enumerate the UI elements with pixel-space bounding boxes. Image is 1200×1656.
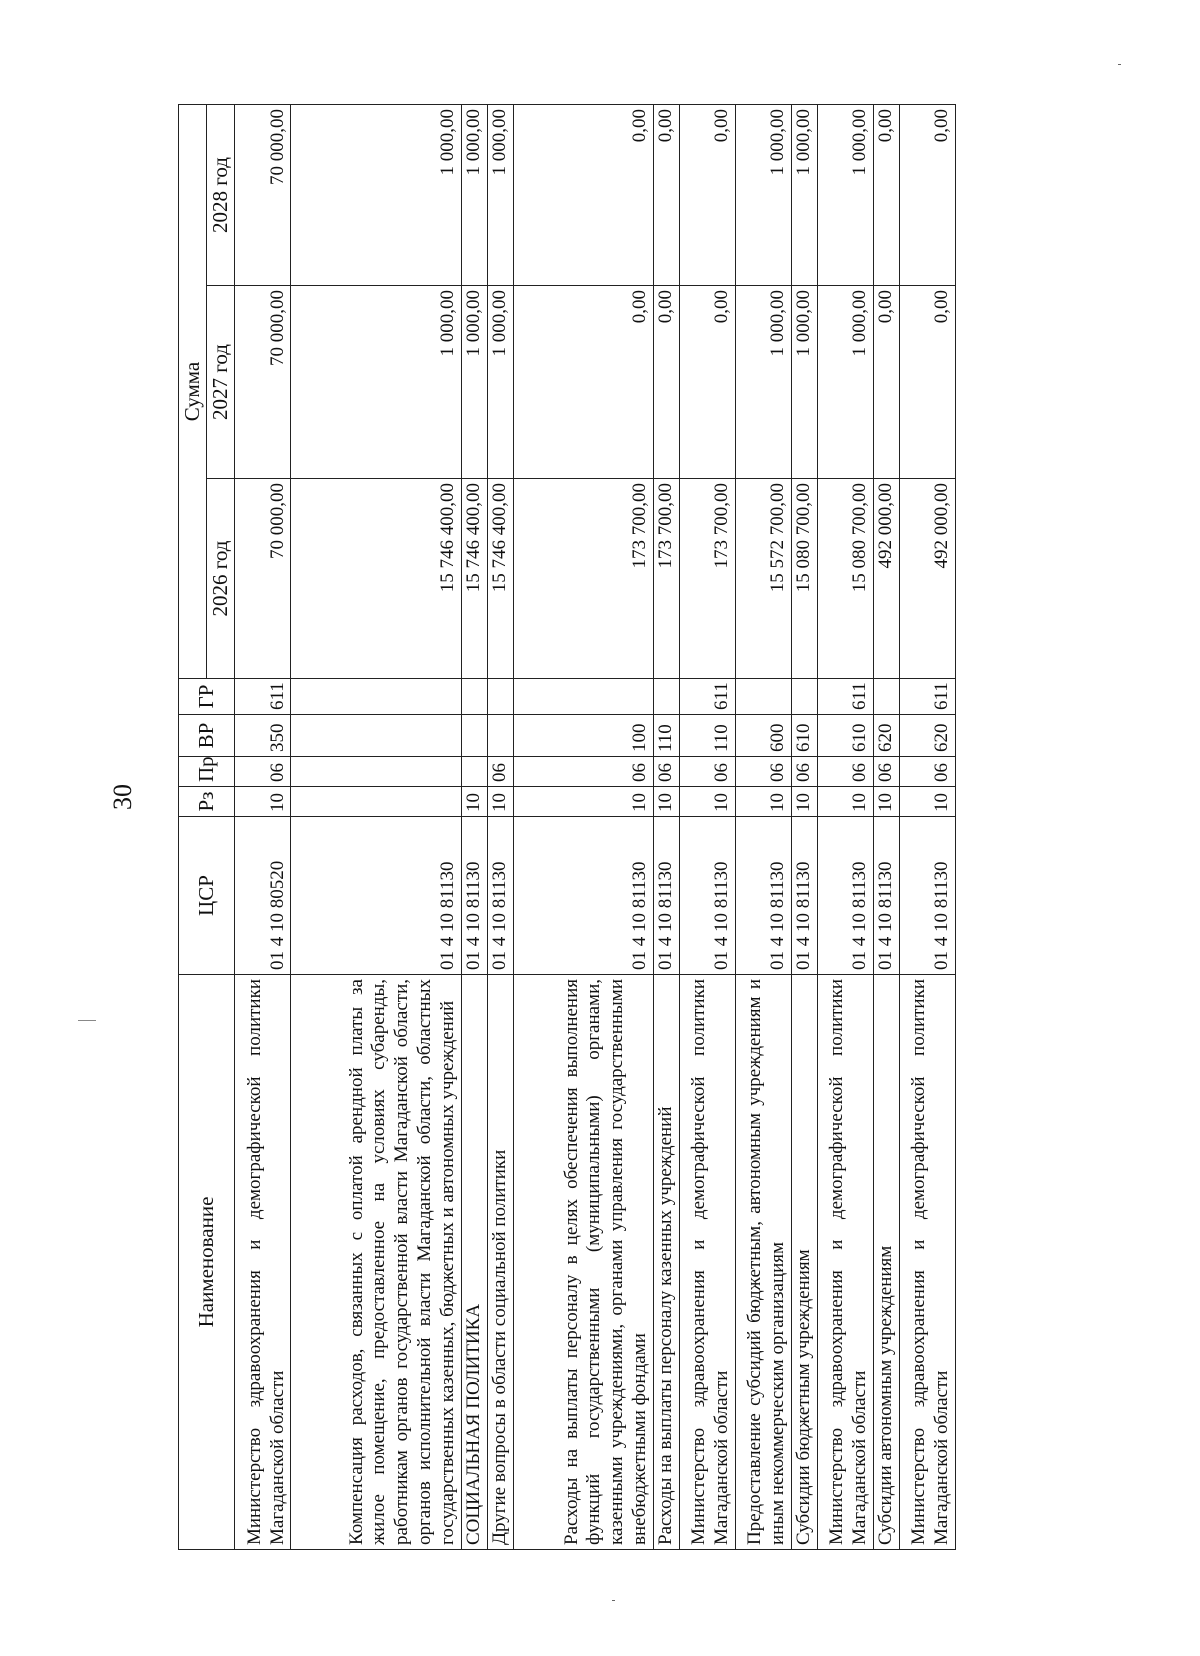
row-csr: 01 4 10 81130 [291,817,461,975]
row-sum-2027: 1 000,00 [817,286,873,479]
row-rz: 10 [653,787,679,817]
row-gr: 611 [235,679,291,715]
row-rz: 10 [791,787,817,817]
row-csr: 01 4 10 80520 [235,817,291,975]
row-pr: 06 [235,757,291,787]
row-name: Предоставление субсидий бюджетным, автономным учреждениям и иным некоммерческим организациям [735,975,791,1550]
row-sum-2026: 492 000,00 [873,479,899,679]
row-sum-2027: 70 000,00 [235,286,291,479]
row-gr: 611 [899,679,955,715]
row-sum-2026: 15 746 400,00 [461,479,487,679]
row-csr: 01 4 10 81130 [513,817,653,975]
row-sum-2028: 70 000,00 [235,104,291,285]
row-sum-2028: 1 000,00 [817,104,873,285]
row-csr: 01 4 10 81130 [679,817,735,975]
table-row [899,104,955,1549]
row-rz: 10 [235,787,291,817]
header-csr: ЦСР [179,817,235,975]
row-csr: 01 4 10 81130 [791,817,817,975]
row-sum-2027: 1 000,00 [291,286,461,479]
row-name: Расходы на выплаты персоналу казенных учреждений [653,975,679,1550]
row-gr [513,679,653,715]
table-row [735,104,791,1549]
row-rz: 10 [487,787,513,817]
row-csr: 01 4 10 81130 [461,817,487,975]
row-pr: 06 [513,757,653,787]
row-vr: 610 [791,715,817,757]
row-gr [653,679,679,715]
table-row [791,104,817,1549]
row-vr [291,715,461,757]
row-vr: 110 [653,715,679,757]
table-body [235,104,956,1549]
scan-mark [612,1600,615,1601]
header-2028: 2028 год [207,104,235,285]
row-rz: 10 [679,787,735,817]
row-rz: 10 [513,787,653,817]
row-gr [291,679,461,715]
row-sum-2027: 0,00 [679,286,735,479]
row-gr [461,679,487,715]
row-csr: 01 4 10 81130 [487,817,513,975]
table-row [461,104,487,1549]
row-vr: 110 [679,715,735,757]
row-name: Министерство здравоохранения и демографической политики Магаданской области [817,975,873,1550]
row-sum-2027: 0,00 [513,286,653,479]
row-pr: 06 [791,757,817,787]
row-sum-2026: 15 080 700,00 [817,479,873,679]
table-row [817,104,873,1549]
row-pr: 06 [487,757,513,787]
row-rz [291,787,461,817]
row-gr: 611 [679,679,735,715]
scan-mark [78,1020,96,1021]
row-name: Министерство здравоохранения и демографической политики Магаданской области [679,975,735,1550]
header-2026: 2026 год [207,479,235,679]
row-vr [487,715,513,757]
scan-mark [1118,64,1121,65]
row-sum-2027: 1 000,00 [461,286,487,479]
row-vr: 610 [817,715,873,757]
table-row [653,104,679,1549]
row-gr: 611 [817,679,873,715]
row-gr [873,679,899,715]
row-sum-2027: 0,00 [873,286,899,479]
row-sum-2026: 15 746 400,00 [291,479,461,679]
row-gr [735,679,791,715]
table-row [235,104,291,1549]
row-sum-2027: 0,00 [653,286,679,479]
row-sum-2026: 15 080 700,00 [791,479,817,679]
row-sum-2027: 0,00 [899,286,955,479]
row-name: СОЦИАЛЬНАЯ ПОЛИТИКА [461,975,487,1550]
row-pr: 06 [653,757,679,787]
table-row [873,104,899,1549]
row-csr: 01 4 10 81130 [899,817,955,975]
row-sum-2026: 492 000,00 [899,479,955,679]
header-rz: Рз [179,787,235,817]
row-sum-2028: 0,00 [899,104,955,285]
row-pr: 06 [873,757,899,787]
header-name: Наименование [179,975,235,1550]
row-csr: 01 4 10 81130 [817,817,873,975]
row-rz: 10 [873,787,899,817]
row-sum-2028: 0,00 [679,104,735,285]
header-gr: ГР [179,679,235,715]
row-rz: 10 [817,787,873,817]
row-csr: 01 4 10 81130 [873,817,899,975]
row-csr: 01 4 10 81130 [653,817,679,975]
row-sum-2028: 0,00 [513,104,653,285]
row-name: Министерство здравоохранения и демографической политики Магаданской области [899,975,955,1550]
row-sum-2026: 15 572 700,00 [735,479,791,679]
table-row [679,104,735,1549]
header-vr: ВР [179,715,235,757]
row-name: Компенсация расходов, связанных с оплатой арендной платы за жилое помещение, предоставленное на условиях субаренды, работникам органов государственной власти Магаданской области, органов исполнительной власти Магаданской области, областных государственных казенных, бюджетных и автономных учреждений [291,975,461,1550]
row-sum-2026: 173 700,00 [513,479,653,679]
row-sum-2026: 173 700,00 [679,479,735,679]
row-sum-2027: 1 000,00 [791,286,817,479]
row-vr [461,715,487,757]
row-name: Расходы на выплаты персоналу в целях обеспечения выполнения функций государственными (муниципальными) органами, казенными учреждениями, органами управления государственными внебюджетными фондами [513,975,653,1550]
row-sum-2027: 1 000,00 [735,286,791,479]
row-sum-2027: 1 000,00 [487,286,513,479]
row-gr [791,679,817,715]
row-name: Другие вопросы в области социальной политики [487,975,513,1550]
row-vr: 620 [899,715,955,757]
row-pr: 06 [817,757,873,787]
row-gr [487,679,513,715]
table-row [487,104,513,1549]
row-vr: 100 [513,715,653,757]
row-pr: 06 [735,757,791,787]
row-sum-2026: 173 700,00 [653,479,679,679]
row-sum-2028: 1 000,00 [735,104,791,285]
row-sum-2028: 1 000,00 [791,104,817,285]
header-sum: Сумма [179,104,207,678]
header-2027: 2027 год [207,286,235,479]
row-name: Министерство здравоохранения и демографической политики Магаданской области [235,975,291,1550]
table-row [291,104,461,1549]
header-pr: Пр [179,757,235,787]
row-sum-2028: 0,00 [653,104,679,285]
row-sum-2028: 0,00 [873,104,899,285]
row-vr: 620 [873,715,899,757]
budget-table [178,104,956,1550]
row-rz: 10 [735,787,791,817]
row-name: Субсидии автономным учреждениям [873,975,899,1550]
row-sum-2026: 70 000,00 [235,479,291,679]
rotated-table-container [178,105,956,1550]
row-rz: 10 [461,787,487,817]
row-vr: 350 [235,715,291,757]
page-number: 30 [108,784,137,810]
row-sum-2028: 1 000,00 [291,104,461,285]
row-sum-2028: 1 000,00 [461,104,487,285]
row-vr: 600 [735,715,791,757]
row-pr: 06 [679,757,735,787]
table-row [513,104,653,1549]
row-pr [461,757,487,787]
row-rz: 10 [899,787,955,817]
row-sum-2028: 1 000,00 [487,104,513,285]
row-pr [291,757,461,787]
row-pr: 06 [899,757,955,787]
row-name: Субсидии бюджетным учреждениям [791,975,817,1550]
row-csr: 01 4 10 81130 [735,817,791,975]
row-sum-2026: 15 746 400,00 [487,479,513,679]
